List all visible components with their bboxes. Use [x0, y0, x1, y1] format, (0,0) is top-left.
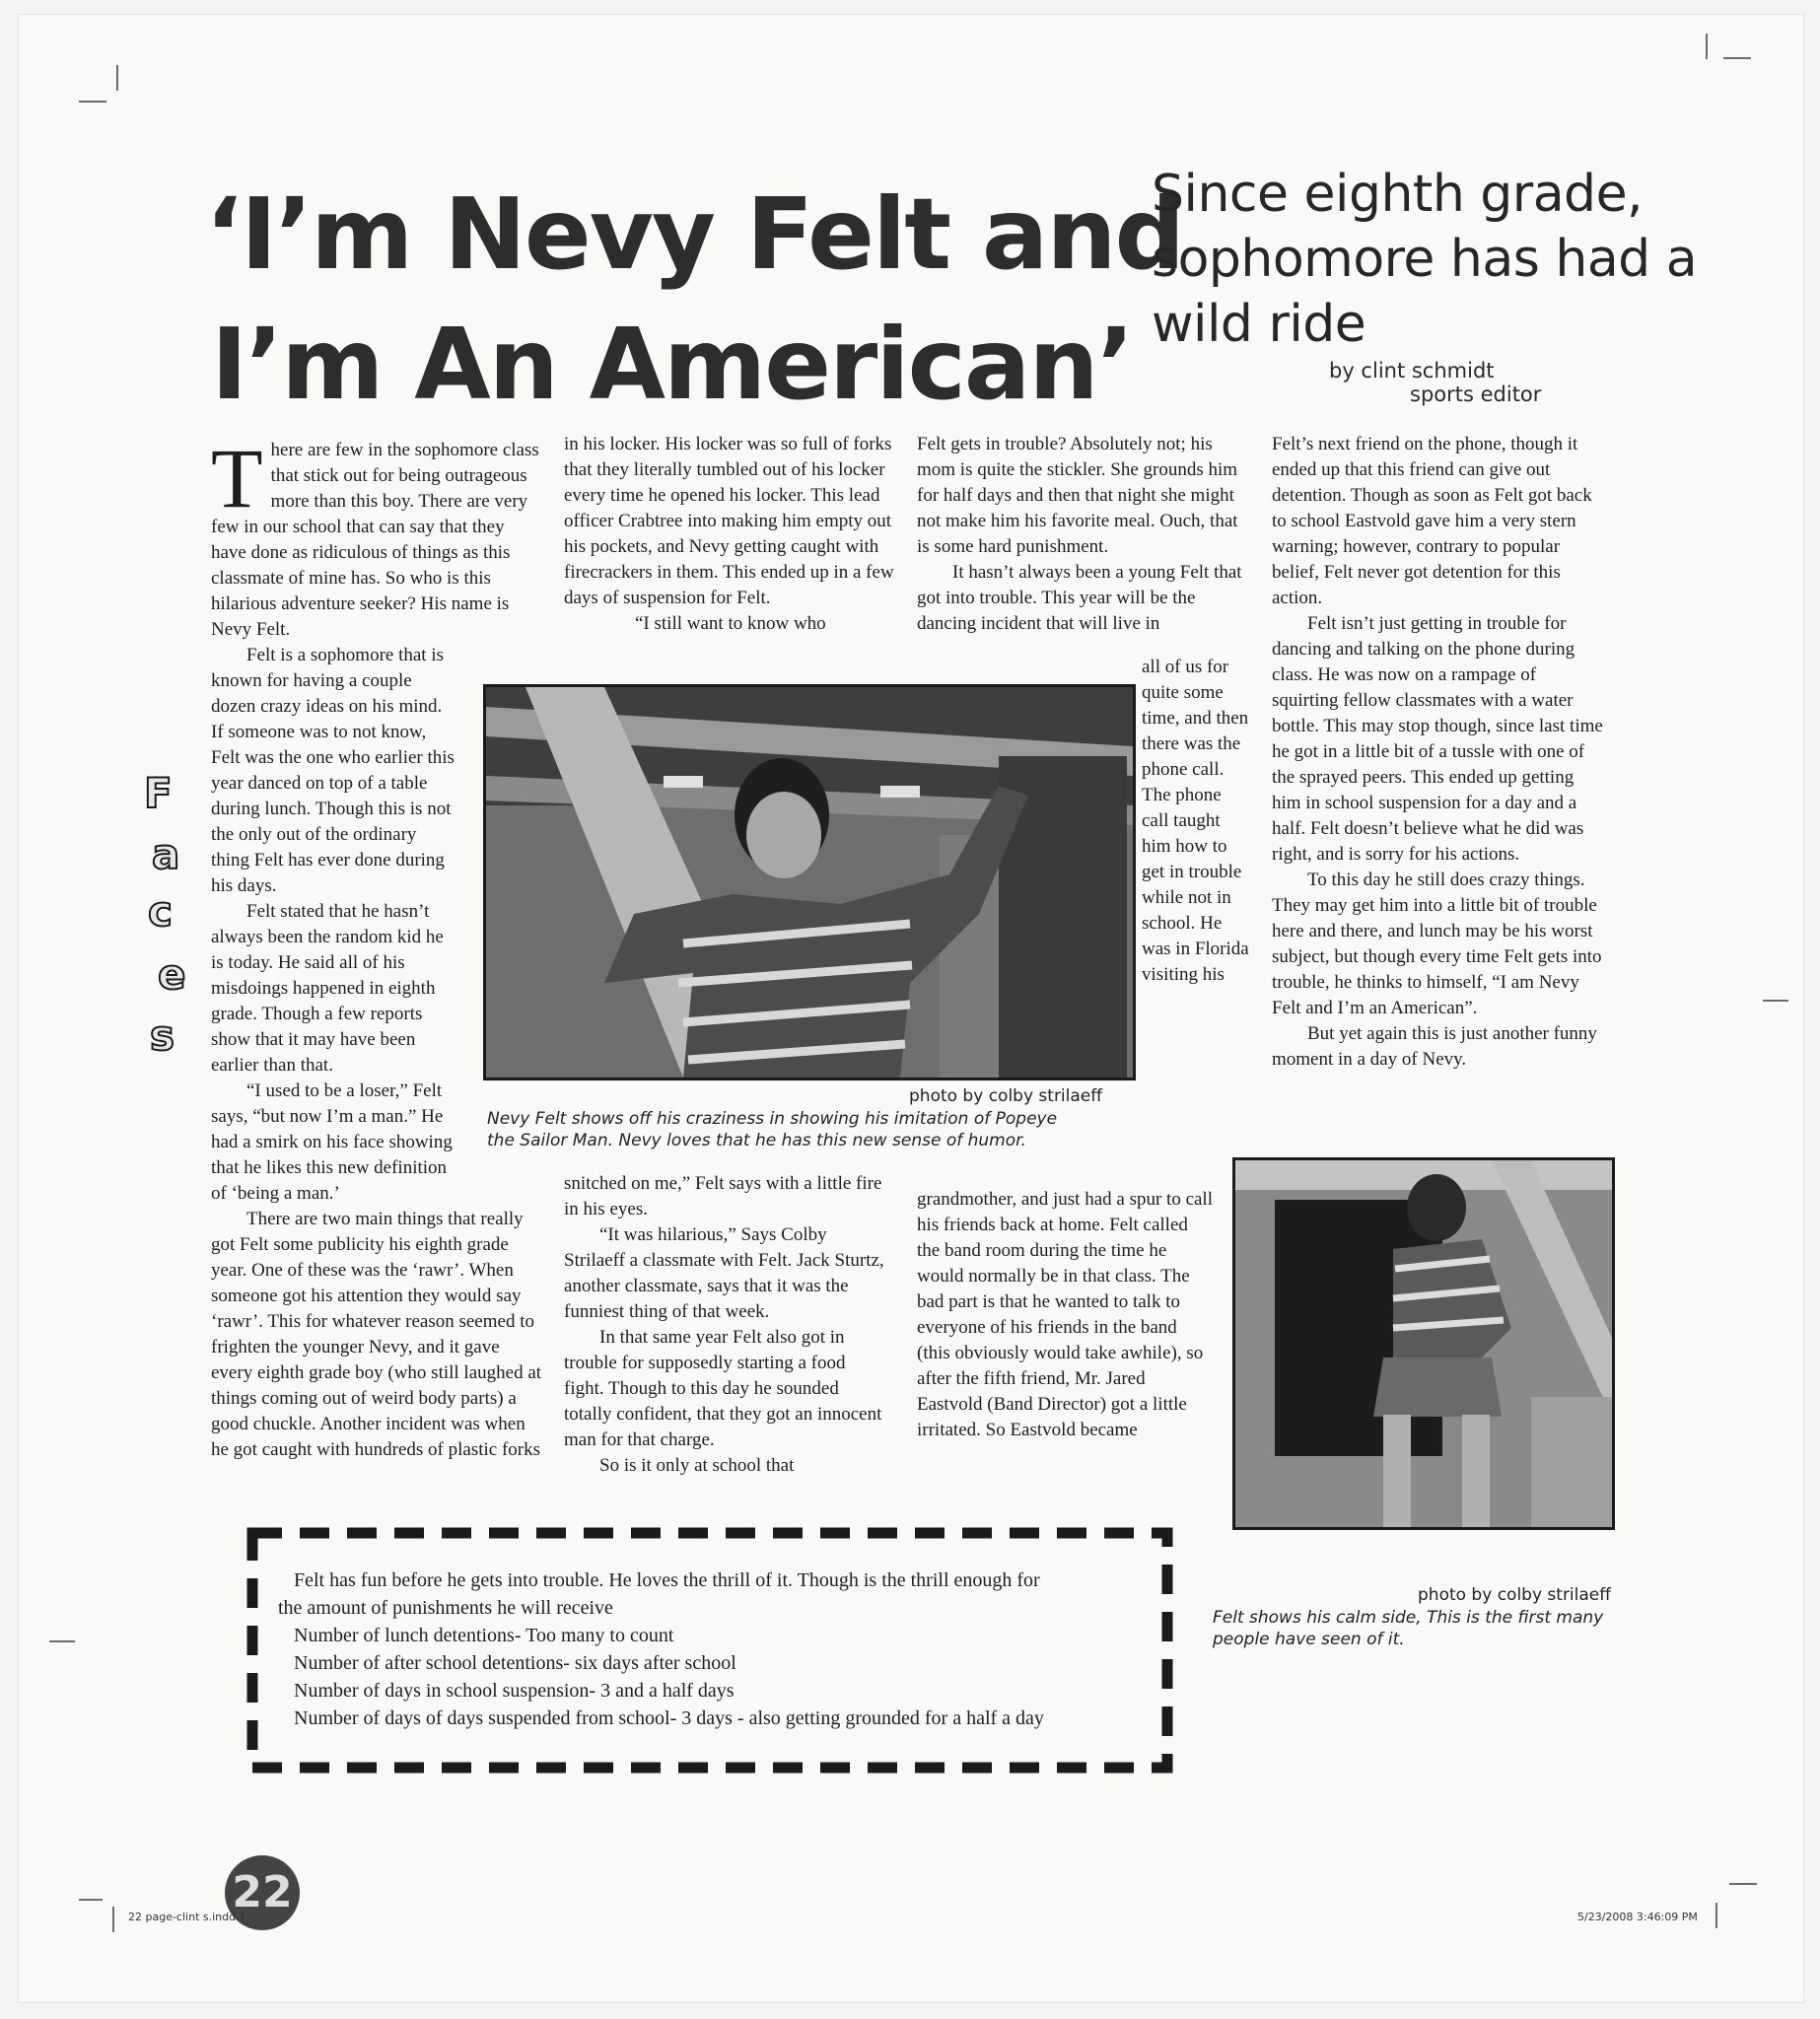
- article-paragraph: Felt isn’t just getting in trouble for dancing and talking on the phone during class. He was now on a rampage of squirting fellow classmates with a water bottle. This may stop though, since last time he got in a little bit of a tussle with one of the sprayed peers. This ended up getting him in school suspension for a day and a half. Felt doesn’t believe what he did was right, and is sorry for his actions.: [1272, 613, 1603, 865]
- crop-mark: [1729, 1883, 1757, 1885]
- section-label-letter: a: [152, 830, 180, 878]
- article-column-3-narrow: [1142, 655, 1252, 988]
- article-column-2-bottom: [564, 1171, 889, 1479]
- article-paragraph: snitched on me,” Felt says with a little fire in his eyes.: [564, 1173, 882, 1219]
- headline-line-1: ‘I’m Nevy Felt and: [205, 176, 1184, 292]
- sidebar-list-item: Number of lunch detentions- Too many to count: [294, 1625, 674, 1646]
- crop-mark: [1723, 57, 1751, 59]
- photo-credit: photo by colby strilaeff: [909, 1086, 1102, 1106]
- section-label-letter: c: [148, 887, 173, 936]
- article-paragraph: Felt’s next friend on the phone, though it ended up that this friend can give out detention. Though as soon as Felt got back to school Eastvold gave him a very stern warning; however, contrary to popular belief, Felt never got detention for this action.: [1272, 434, 1592, 608]
- photo-caption: Nevy Felt shows off his craziness in showing his imitation of Popeye the Sailor Man. Nevy loves that he has this new sense of humor.: [487, 1109, 1058, 1150]
- article-column-3-top: [917, 432, 1252, 637]
- article-paragraph: all of us for quite some time, and then there was the phone call. The phone call taught him how to get in trouble while not in school. He was in Florida visiting his: [1142, 657, 1249, 985]
- article-column-2-top: [564, 432, 897, 637]
- section-label-letter: F: [144, 769, 173, 817]
- slug-filename: 22 page-clint s.indd 1: [128, 1911, 246, 1923]
- crop-mark: [1706, 34, 1708, 59]
- section-label-letter: s: [150, 1011, 175, 1060]
- page-number: 22: [225, 1855, 300, 1930]
- punishment-sidebar-box: [246, 1527, 1173, 1774]
- drop-cap: T: [211, 431, 263, 525]
- article-column-3-bottom: [917, 1187, 1213, 1443]
- article-paragraph: Felt gets in trouble? Absolutely not; his mom is quite the stickler. She grounds him for half days and then that night she might not make him his favorite meal. Ouch, that is some hard punishment.: [917, 434, 1238, 557]
- sidebar-intro: Felt has fun before he gets into trouble. He loves the thrill of it. Though is the thrill enough for: [294, 1569, 1040, 1591]
- slug-timestamp: 5/23/2008 3:46:09 PM: [1577, 1911, 1698, 1923]
- article-paragraph: Felt is a sophomore that is known for having a couple dozen crazy ideas on his mind. If someone was to not know, Felt was the one who earlier this year danced on top of a table during lunch. Though this is not the only out of the ordinary thing Felt has ever done during his days.: [211, 645, 455, 896]
- article-paragraph: in his locker. His locker was so full of forks that they literally tumbled out of his locker every time he opened his locker. This lead officer Crabtree into making him empty out his pockets, and Nevy getting caught with firecrackers in them. This ended up in a few days of suspension for Felt.: [564, 434, 894, 608]
- article-column-4: [1272, 432, 1607, 1073]
- crop-mark: [1715, 1903, 1717, 1928]
- photo-caption: Felt shows his calm side, This is the first many people have seen of it.: [1213, 1608, 1604, 1649]
- sidebar-list-item: Number of days in school suspension- 3 and a half days: [294, 1680, 735, 1702]
- article-paragraph: “I used to be a loser,” Felt says, “but now I’m a man.” He had a smirk on his face showing that he likes this new definition of ‘being a man.’: [211, 1080, 453, 1204]
- sidebar-list-item: Number of after school detentions- six days after school: [294, 1652, 736, 1674]
- byline-name: by clint schmidt: [1329, 359, 1495, 383]
- crop-mark: [116, 65, 118, 91]
- section-label-letter: e: [158, 950, 186, 999]
- article-paragraph: Felt stated that he hasn’t always been the random kid he is today. He said all of his misdoings happened in eighth grade. Though a few reports show that it may have been earlier than that.: [211, 901, 444, 1076]
- photo-credit: photo by colby strilaeff: [1418, 1585, 1611, 1605]
- sidebar-text: [278, 1566, 1146, 1732]
- photo-image: [1235, 1160, 1612, 1527]
- deck-subheadline: Since eighth grade, sophomore has had a wild ride: [1152, 165, 1698, 354]
- article-paragraph: In that same year Felt also got in trouble for supposedly starting a food fight. Though to this day he sounded totally confident, that they got an innocent man for that charge.: [564, 1327, 882, 1450]
- headline-line-2: I’m An American’: [211, 307, 1133, 422]
- crop-mark: [49, 1640, 75, 1642]
- sidebar-intro: the amount of punishments he will receive: [278, 1597, 613, 1619]
- crop-mark: [79, 1899, 103, 1901]
- article-paragraph: But yet again this is just another funny moment in a day of Nevy.: [1272, 1023, 1597, 1070]
- article-paragraph: grandmother, and just had a spur to call his friends back at home. Felt called the band room during the time he would normally be in that class. The bad part is that he wanted to talk to everyone of his friends in the band (this obviously would take awhile), so after the fifth friend, Mr. Jared Eastvold (Band Director) got a little irritated. So Eastvold became: [917, 1189, 1213, 1440]
- article-paragraph: “I still want to know who: [635, 613, 826, 634]
- byline-title: sports editor: [1410, 383, 1542, 406]
- article-paragraph: So is it only at school that: [599, 1455, 795, 1476]
- crop-mark: [112, 1907, 114, 1932]
- article-paragraph: It hasn’t always been a young Felt that got into trouble. This year will be the dancing incident that will live in: [917, 562, 1242, 634]
- article-paragraph: To this day he still does crazy things. They may get him into a little bit of trouble here and there, and lunch may be his worst subject, but though every time Felt gets into trouble, he thinks to himself, “I am Nevy Felt and I’m an American”.: [1272, 870, 1602, 1018]
- crop-mark: [1763, 1000, 1788, 1002]
- article-paragraph: There are few in the sophomore class that stick out for being outrageous more than this boy. There are very few in our school that can say that they have done as ridiculous of things as this classmate of mine has. So who is this hilarious adventure seeker? His name is Nevy Felt.: [211, 431, 539, 640]
- photo-image: [486, 687, 1133, 1078]
- photo-calm-side: [1232, 1157, 1615, 1530]
- photo-popeye-imitation: [483, 684, 1136, 1080]
- article-paragraph: “It was hilarious,” Says Colby Strilaeff a classmate with Felt. Jack Sturtz, another classmate, says that it was the funniest thing of that week.: [564, 1224, 884, 1322]
- sidebar-list-item: Number of days of days suspended from school- 3 days - also getting grounded for a half a day: [294, 1707, 1044, 1729]
- article-paragraph: There are two main things that really got Felt some publicity his eighth grade year. One of these was the ‘rawr’. When someone got his attention they would say ‘rawr’. This for whatever reason seemed to frighten the younger Nevy, and it gave every eighth grade boy (who still laughed at things coming out of weird body parts) a good chuckle. Another incident was when he got caught with hundreds of plastic forks: [211, 1209, 542, 1460]
- newspaper-page: [18, 14, 1804, 2003]
- crop-mark: [79, 101, 106, 103]
